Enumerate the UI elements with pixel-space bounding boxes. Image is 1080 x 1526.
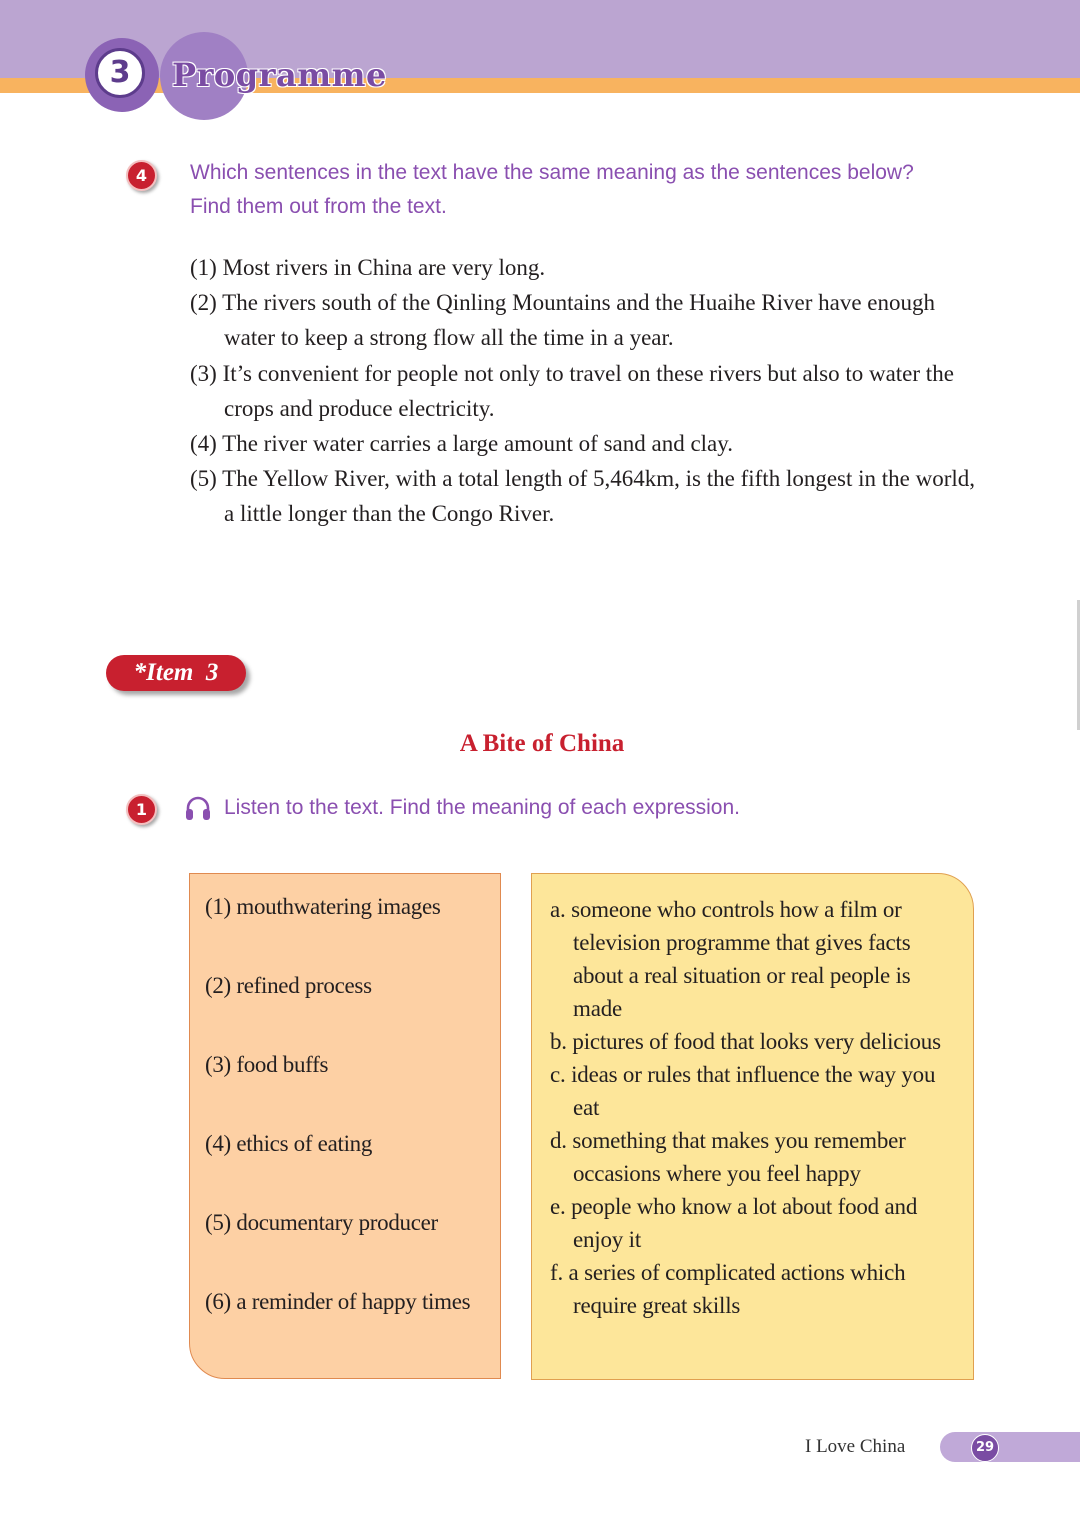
section-title: A Bite of China bbox=[459, 730, 625, 757]
expression-2: (2) refined process bbox=[205, 973, 372, 998]
headphones-icon bbox=[184, 795, 212, 823]
expression-3: (3) food buffs bbox=[205, 1052, 329, 1077]
meaning-c: c. ideas or rules that influence the way you eat bbox=[550, 1062, 936, 1120]
expression-6: (6) a reminder of happy times bbox=[205, 1289, 471, 1314]
item-label: *Item 3 bbox=[106, 655, 246, 691]
expression-5: (5) documentary producer bbox=[205, 1210, 438, 1235]
unit-number-badge bbox=[85, 38, 159, 112]
meaning-f: f. a series of complicated actions which require great skills bbox=[550, 1260, 906, 1318]
exercise-1-instruction: Listen to the text. Find the meaning of each expression. bbox=[224, 796, 740, 819]
meaning-d: d. something that makes you remember occasions where you feel happy bbox=[550, 1128, 906, 1186]
sentence-5: (5) The Yellow River, with a total length of 5,464km, is the fifth longest in the world, a little longer than the Congo River. bbox=[190, 466, 976, 527]
expression-4: (4) ethics of eating bbox=[205, 1131, 373, 1156]
expressions-box bbox=[189, 873, 501, 1379]
unit-number: 3 bbox=[95, 48, 145, 98]
exercise-4-instruction-line1: Which sentences in the text have the same meaning as the sentences below? bbox=[190, 161, 914, 184]
sentence-4: (4) The river water carries a large amount of sand and clay. bbox=[190, 431, 734, 457]
expression-1: (1) mouthwatering images bbox=[205, 894, 441, 919]
exercise-4-instruction-line2: Find them out from the text. bbox=[190, 195, 447, 218]
exercise-4-number: 4 bbox=[126, 160, 157, 191]
exercise-1-number: 1 bbox=[126, 794, 157, 825]
exercise-4-instruction bbox=[190, 156, 914, 224]
sentence-2: (2) The rivers south of the Qinling Mountains and the Huaihe River have enough water to keep a strong flow all the time in a year. bbox=[190, 290, 935, 351]
footer-book-title: I Love China bbox=[805, 1436, 906, 1457]
sentence-1: (1) Most rivers in China are very long. bbox=[190, 255, 546, 280]
meanings-list bbox=[550, 893, 965, 1322]
meaning-e: e. people who know a lot about food and enjoy it bbox=[550, 1194, 918, 1252]
unit-title: Programme bbox=[172, 56, 387, 94]
meaning-a: a. someone who controls how a film or television programme that gives facts about a real situation or real people is made bbox=[550, 897, 911, 1021]
sentence-3: (3) It’s convenient for people not only to travel on these rivers but also to water the crops and produce electricity. bbox=[190, 360, 954, 421]
meanings-box bbox=[531, 873, 974, 1380]
page-number: 29 bbox=[971, 1434, 999, 1462]
exercise-4-sentences bbox=[190, 250, 990, 532]
meaning-b: b. pictures of food that looks very delicious bbox=[550, 1029, 941, 1054]
footer-tab bbox=[940, 1432, 1080, 1462]
